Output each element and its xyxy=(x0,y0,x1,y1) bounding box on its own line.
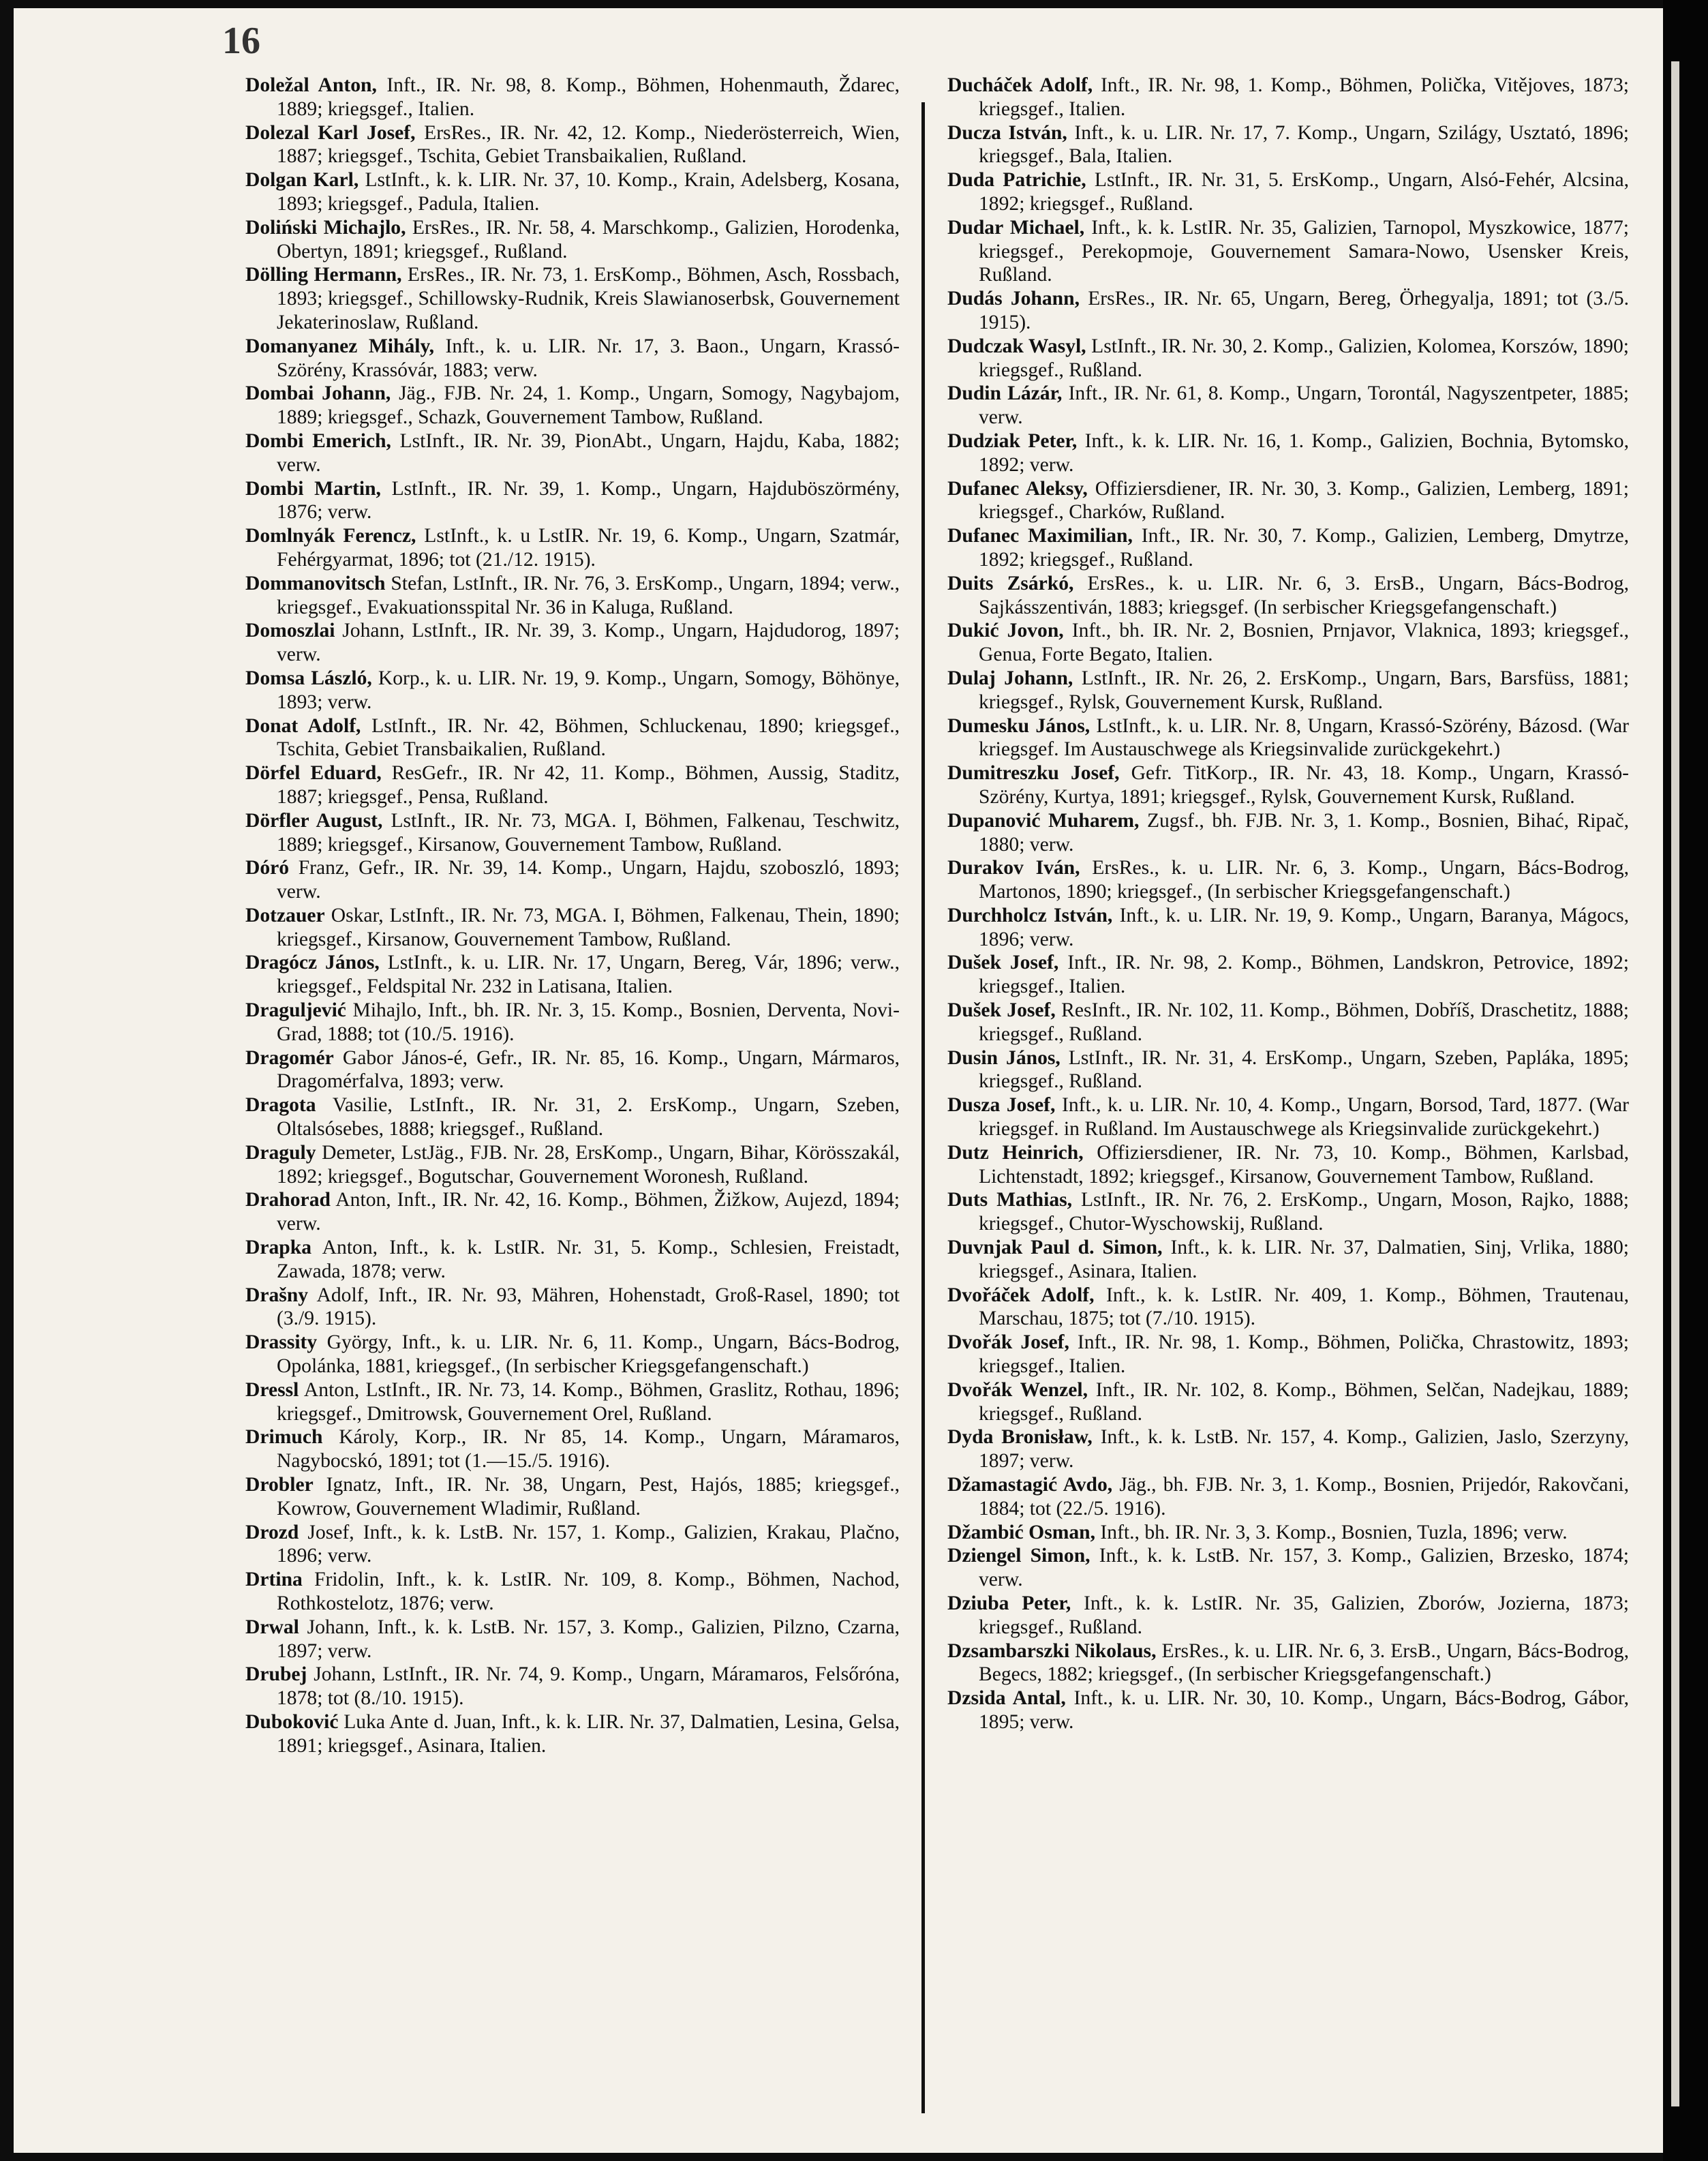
entry-details: Inft., k. u. LIR. Nr. 17, 7. Komp., Ungarn, Szilágy, Usztató, 1896; kriegsgef., Bala, Italien. xyxy=(979,121,1629,168)
entry-details: Anton, Inft., k. k. LstIR. Nr. 31, 5. Komp., Schlesien, Freistadt, Zawada, 1878; verw. xyxy=(277,1237,900,1282)
list-entry xyxy=(947,809,1629,857)
list-entry xyxy=(947,524,1629,572)
list-entry xyxy=(245,429,900,477)
entry-name: Drimuch xyxy=(245,1426,323,1449)
entry-name: Domsa László, xyxy=(245,667,372,689)
entry-details: Inft., k. u. LIR. Nr. 17, 3. Baon., Ungarn, Krassó-Szörény, Krassóvár, 1883; verw. xyxy=(277,335,900,381)
list-entry xyxy=(245,1473,900,1521)
list-entry xyxy=(947,1046,1629,1094)
list-entry xyxy=(947,1284,1629,1331)
entry-details: Gabor János-é, Gefr., IR. Nr. 85, 16. Komp., Ungarn, Mármaros, Dragomérfalva, 1893; verw. xyxy=(277,1046,900,1093)
entry-details: György, Inft., k. u. LIR. Nr. 6, 11. Komp., Ungarn, Bács-Bodrog, Opolánka, 1881, kriegsgef., (In serbischer Kriegsgefangenschaft.) xyxy=(277,1331,900,1378)
entry-details: Inft., bh. IR. Nr. 2, Bosnien, Prnjavor, Vlaknica, 1893; kriegsgef., Genua, Forte Begato, Italien. xyxy=(979,620,1629,666)
entry-details: LstInft., IR. Nr. 73, MGA. I, Böhmen, Falkenau, Teschwitz, 1889; kriegsgef., Kirsanow, Gouvernement Tambow, Rußland. xyxy=(277,809,900,856)
list-entry xyxy=(245,1663,900,1710)
entry-name: Dupanović Muharem, xyxy=(947,809,1140,832)
entry-name: Drobler xyxy=(245,1474,314,1496)
entry-name: Draguljević xyxy=(245,999,346,1022)
entry-name: Dombi Martin, xyxy=(245,477,381,500)
entry-details: Inft., k. k. LstB. Nr. 157, 3. Komp., Galizien, Brzesko, 1874; verw. xyxy=(979,1545,1629,1591)
page-number: 16 xyxy=(222,20,260,62)
entry-name: Domlnyák Ferencz, xyxy=(245,525,416,547)
entry-name: Domoszlai xyxy=(245,620,335,642)
entry-name: Dumesku János, xyxy=(947,714,1091,737)
list-entry xyxy=(245,1093,900,1141)
list-entry xyxy=(245,335,900,382)
entry-details: LstInft., IR. Nr. 76, 2. ErsKomp., Ungarn, Moson, Rajko, 1888; kriegsgef., Chutor-Wyschowskij, Rußland. xyxy=(979,1189,1630,1235)
entry-name: Dragomér xyxy=(245,1046,334,1069)
list-entry xyxy=(947,572,1629,620)
entry-name: Džambić Osman, xyxy=(947,1521,1096,1543)
entry-details: ErsRes., k. u. LIR. Nr. 6, 3. ErsB., Ungarn, Bács-Bodrog, Sajkásszentiván, 1883; kriegsgef. (In serbischer Kriegsgefangenschaft.) xyxy=(979,572,1629,618)
entry-details: Inft., IR. Nr. 98, 1. Komp., Böhmen, Polička, Chrastowitz, 1893; kriegsgef., Italien. xyxy=(979,1331,1629,1378)
list-entry xyxy=(947,121,1629,169)
list-entry xyxy=(947,335,1629,382)
entry-name: Dusza Josef, xyxy=(947,1094,1056,1117)
entry-name: Duts Mathias, xyxy=(947,1189,1073,1211)
list-entry xyxy=(947,1687,1629,1734)
list-entry xyxy=(245,1568,900,1616)
entry-details: Inft., IR. Nr. 102, 8. Komp., Böhmen, Selčan, Nadejkau, 1889; kriegsgef., Rußland. xyxy=(979,1378,1630,1425)
entry-details: Fridolin, Inft., k. k. LstIR. Nr. 109, 8. Komp., Böhmen, Nachod, Rothkostelotz, 1876; verw. xyxy=(277,1569,900,1614)
entry-name: Dutz Heinrich, xyxy=(947,1141,1084,1164)
entry-name: Durakov Iván, xyxy=(947,857,1080,879)
entry-details: Johann, Inft., k. k. LstB. Nr. 157, 3. Komp., Galizien, Pilzno, Czarna, 1897; verw. xyxy=(277,1616,900,1662)
list-entry xyxy=(245,263,900,334)
list-entry xyxy=(947,168,1629,216)
list-entry xyxy=(245,1378,900,1426)
entry-name: Dombi Emerich, xyxy=(245,429,391,452)
list-entry xyxy=(947,904,1629,952)
entry-name: Dudin Lázár, xyxy=(947,382,1063,405)
entry-name: Durchholcz István, xyxy=(947,904,1113,926)
list-entry xyxy=(245,1331,900,1378)
list-entry xyxy=(947,1473,1629,1521)
entry-name: Drubej xyxy=(245,1663,307,1686)
entry-name: Dóró xyxy=(245,857,290,879)
entry-details: ErsRes., IR. Nr. 42, 12. Komp., Niederösterreich, Wien, 1887; kriegsgef., Tschita, Gebiet Transbaikalien, Rußland. xyxy=(277,121,900,168)
list-entry xyxy=(947,714,1629,762)
entry-details: Gefr. TitKorp., IR. Nr. 43, 18. Komp., Ungarn, Krassó-Szörény, Kurtya, 1891; kriegsgef., Rylsk, Gouvernement Kursk, Rußland. xyxy=(979,762,1629,808)
entry-details: ErsRes., IR. Nr. 58, 4. Marschkomp., Galizien, Horodenka, Obertyn, 1891; kriegsgef., Rußland. xyxy=(277,216,900,262)
entry-name: Dulaj Johann, xyxy=(947,667,1073,689)
entry-details: Inft., IR. Nr. 98, 1. Komp., Böhmen, Polička, Vitějoves, 1873; kriegsgef., Italien. xyxy=(979,74,1629,120)
entry-name: Doliński Michajlo, xyxy=(245,216,406,239)
list-entry xyxy=(947,999,1629,1046)
entry-name: Džamastagić Avdo, xyxy=(947,1474,1113,1496)
list-entry xyxy=(245,1236,900,1284)
entry-name: Dušek Josef, xyxy=(947,952,1059,974)
entry-name: Drašny xyxy=(245,1284,309,1306)
entry-name: Dufanec Aleksy, xyxy=(947,477,1088,500)
list-entry xyxy=(947,761,1629,809)
list-entry xyxy=(947,951,1629,999)
list-entry xyxy=(947,1331,1629,1378)
entry-details: LstInft., IR. Nr. 31, 5. ErsKomp., Ungarn, Alsó-Fehér, Alcsina, 1892; kriegsgef., Rußland. xyxy=(979,169,1630,215)
entry-details: Franz, Gefr., IR. Nr. 39, 14. Komp., Ungarn, Hajdu, szoboszló, 1893; verw. xyxy=(277,857,900,903)
list-entry xyxy=(947,1188,1629,1236)
scan-edge-strip xyxy=(1671,61,1679,2106)
entry-details: LstInft., IR. Nr. 26, 2. ErsKomp., Ungarn, Bars, Barsfüss, 1881; kriegsgef., Rylsk, Gouvernement Kursk, Rußland. xyxy=(979,667,1629,713)
list-entry xyxy=(947,1093,1629,1141)
entry-name: Dolgan Karl, xyxy=(245,169,359,192)
list-entry xyxy=(947,287,1629,335)
list-entry xyxy=(245,761,900,809)
entry-details: Inft., IR. Nr. 98, 8. Komp., Böhmen, Hohenmauth, Ždarec, 1889; kriegsgef., Italien. xyxy=(277,74,900,120)
list-entry xyxy=(245,1141,900,1189)
list-entry xyxy=(245,168,900,216)
entry-name: Dragota xyxy=(245,1094,316,1117)
entry-name: Dusin János, xyxy=(947,1046,1061,1069)
entry-name: Duits Zsárkó, xyxy=(947,572,1074,594)
entry-details: Károly, Korp., IR. Nr 85, 14. Komp., Ungarn, Máramaros, Nagybocskó, 1891; tot (1.—15./5. 1916). xyxy=(277,1426,900,1472)
list-entry xyxy=(947,667,1629,714)
list-entry xyxy=(947,1592,1629,1639)
entry-name: Ducháček Adolf, xyxy=(947,74,1093,96)
entry-name: Dommanovitsch xyxy=(245,572,386,594)
list-entry xyxy=(245,1046,900,1094)
entry-details: Jäg., bh. FJB. Nr. 3, 1. Komp., Bosnien, Prijedór, Rakovčani, 1884; tot (22./5. 1916). xyxy=(979,1474,1629,1520)
entry-details: Demeter, LstJäg., FJB. Nr. 28, ErsKomp., Ungarn, Bihar, Körösszakál, 1892; kriegsgef., Bogutschar, Gouvernement Woronesh, Rußland. xyxy=(277,1141,900,1188)
list-entry xyxy=(245,1188,900,1236)
entry-details: Inft., IR. Nr. 30, 7. Komp., Galizien, Lemberg, Dmytrze, 1892; kriegsgef., Rußland. xyxy=(979,525,1629,571)
entry-name: Doležal Anton, xyxy=(245,74,377,96)
list-entry xyxy=(947,477,1629,525)
entry-name: Dudás Johann, xyxy=(947,288,1080,310)
entry-name: Dragócz János, xyxy=(245,952,380,974)
list-entry xyxy=(245,951,900,999)
entry-name: Dörfler August, xyxy=(245,809,383,832)
entry-details: Inft., bh. IR. Nr. 3, 3. Komp., Bosnien, Tuzla, 1896; verw. xyxy=(1095,1521,1568,1543)
entry-details: Zugsf., bh. FJB. Nr. 3, 1. Komp., Bosnien, Bihać, Ripač, 1880; verw. xyxy=(979,809,1629,856)
entry-name: Dyda Bronisław, xyxy=(947,1426,1093,1449)
list-entry xyxy=(245,1616,900,1663)
entry-details: Inft., k. k. LIR. Nr. 16, 1. Komp., Galizien, Bochnia, Bytomsko, 1892; verw. xyxy=(979,429,1629,476)
entry-name: Dvořák Wenzel, xyxy=(947,1378,1088,1401)
entry-details: Vasilie, LstInft., IR. Nr. 31, 2. ErsKomp., Ungarn, Szeben, Oltalsósebes, 1888; kriegsgef., Rußland. xyxy=(277,1094,900,1140)
list-entry xyxy=(245,809,900,857)
entry-details: Mihajlo, Inft., bh. IR. Nr. 3, 15. Komp., Bosnien, Derventa, Novi-Grad, 1888; tot (10./5. 1916). xyxy=(277,999,900,1045)
list-entry xyxy=(245,619,900,667)
entry-details: Ignatz, Inft., IR. Nr. 38, Ungarn, Pest, Hajós, 1885; kriegsgef., Kowrow, Gouvernement Wladimir, Rußland. xyxy=(277,1474,900,1520)
entry-details: Inft., k. u. LIR. Nr. 19, 9. Komp., Ungarn, Baranya, Mágocs, 1896; verw. xyxy=(979,904,1629,950)
entry-name: Dölling Hermann, xyxy=(245,264,402,286)
list-entry xyxy=(245,477,900,525)
entry-details: ResGefr., IR. Nr 42, 11. Komp., Böhmen, Aussig, Staditz, 1887; kriegsgef., Pensa, Rußland. xyxy=(277,762,900,808)
entry-name: Dolezal Karl Josef, xyxy=(245,121,416,144)
entry-details: LstInft., k. u. LIR. Nr. 17, Ungarn, Bereg, Vár, 1896; verw., kriegsgef., Feldspital Nr. 232 in Latisana, Italien. xyxy=(277,952,900,998)
list-entry xyxy=(245,1710,900,1758)
entry-name: Draguly xyxy=(245,1141,316,1164)
entry-name: Duda Patrichie, xyxy=(947,169,1086,192)
entry-name: Donat Adolf, xyxy=(245,714,361,737)
entry-details: ErsRes., k. u. LIR. Nr. 6, 3. ErsB., Ungarn, Bács-Bodrog, Begecs, 1882; kriegsgef., (In serbischer Kriegsgefangenschaft.) xyxy=(979,1639,1629,1686)
entry-details: Inft., IR. Nr. 98, 2. Komp., Böhmen, Landskron, Petrovice, 1892; kriegsgef., Italien. xyxy=(979,952,1629,998)
entry-details: LstInft., IR. Nr. 42, Böhmen, Schluckenau, 1890; kriegsgef., Tschita, Gebiet Transbaikalien, Rußland. xyxy=(277,714,900,761)
entry-name: Dzsambarszki Nikolaus, xyxy=(947,1639,1157,1662)
scan-edge xyxy=(1663,0,1708,2161)
entry-details: Inft., k. k. LstIR. Nr. 35, Galizien, Zborów, Jozierna, 1873; kriegsgef., Rußland. xyxy=(979,1592,1629,1638)
left-column xyxy=(245,74,900,1758)
list-entry xyxy=(245,1425,900,1473)
entry-name: Dziengel Simon, xyxy=(947,1545,1091,1567)
list-entry xyxy=(245,856,900,904)
entry-name: Duboković xyxy=(245,1710,339,1733)
entry-details: Inft., k. k. LstIR. Nr. 409, 1. Komp., Böhmen, Trautenau, Marschau, 1875; tot (7./10. 1915). xyxy=(979,1284,1629,1330)
entry-details: Anton, LstInft., IR. Nr. 73, 14. Komp., Böhmen, Graslitz, Rothau, 1896; kriegsgef., Dmitrowsk, Gouvernement Orel, Rußland. xyxy=(277,1378,900,1425)
list-entry xyxy=(245,216,900,264)
entry-details: Adolf, Inft., IR. Nr. 93, Mähren, Hohenstadt, Groß-Rasel, 1890; tot (3./9. 1915). xyxy=(277,1284,900,1330)
entry-name: Domanyanez Mihály, xyxy=(245,335,435,357)
entry-name: Drtina xyxy=(245,1569,303,1591)
entry-name: Dušek Josef, xyxy=(947,999,1056,1022)
entry-details: Stefan, LstInft., IR. Nr. 76, 3. ErsKomp., Ungarn, 1894; verw., kriegsgef., Evakuationsspital Nr. 36 in Kaluga, Rußland. xyxy=(277,572,900,618)
entry-name: Dufanec Maximilian, xyxy=(947,525,1133,547)
entry-name: Ducza István, xyxy=(947,121,1067,144)
entry-details: LstInft., k. k. LIR. Nr. 37, 10. Komp., Krain, Adelsberg, Kosana, 1893; kriegsgef., Padula, Italien. xyxy=(277,169,900,215)
entry-name: Drapka xyxy=(245,1237,312,1259)
list-entry xyxy=(947,1521,1629,1545)
list-entry xyxy=(947,382,1629,429)
entry-details: Inft., k. u. LIR. Nr. 30, 10. Komp., Ungarn, Bács-Bodrog, Gábor, 1895; verw. xyxy=(979,1687,1629,1733)
entry-name: Dudczak Wasyl, xyxy=(947,335,1086,357)
list-entry xyxy=(245,714,900,762)
list-entry xyxy=(245,1284,900,1331)
entry-details: ErsRes., IR. Nr. 65, Ungarn, Bereg, Örhegyalja, 1891; tot (3./5. 1915). xyxy=(979,288,1630,333)
entry-name: Dombai Johann, xyxy=(245,382,391,405)
entry-details: LstInft., k. u LstIR. Nr. 19, 6. Komp., Ungarn, Szatmár, Fehérgyarmat, 1896; tot (21./12. 1915). xyxy=(277,525,900,571)
list-entry xyxy=(245,382,900,429)
list-entry xyxy=(947,1544,1629,1592)
entry-details: Offiziersdiener, IR. Nr. 30, 3. Komp., Galizien, Lemberg, 1891; kriegsgef., Charków, Rußland. xyxy=(979,477,1629,524)
entry-details: Luka Ante d. Juan, Inft., k. k. LIR. Nr. 37, Dalmatien, Lesina, Gelsa, 1891; kriegsgef., Asinara, Italien. xyxy=(277,1710,900,1757)
list-entry xyxy=(245,667,900,714)
list-entry xyxy=(947,429,1629,477)
entry-details: Korp., k. u. LIR. Nr. 19, 9. Komp., Ungarn, Somogy, Böhönye, 1893; verw. xyxy=(277,667,900,713)
list-entry xyxy=(245,1521,900,1569)
entry-details: Inft., k. u. LIR. Nr. 10, 4. Komp., Ungarn, Borsod, Tard, 1877. (War kriegsgef. in Rußland. Im Austauschwege als Kriegsinvalide zurückgekehrt.) xyxy=(979,1094,1629,1140)
entry-name: Dudziak Peter, xyxy=(947,429,1078,452)
entry-details: Inft., k. k. LstIR. Nr. 35, Galizien, Tarnopol, Myszkowice, 1877; kriegsgef., Perekopmoje, Gouvernement Samara-Nowo, Usensker Kreis, Rußland. xyxy=(979,216,1629,286)
entry-details: Johann, LstInft., IR. Nr. 39, 3. Komp., Ungarn, Hajdudorog, 1897; verw. xyxy=(277,620,900,666)
entry-details: ErsRes., k. u. LIR. Nr. 6, 3. Komp., Ungarn, Bács-Bodrog, Martonos, 1890; kriegsgef., (In serbischer Kriegsgefangenschaft.) xyxy=(979,857,1629,903)
list-entry xyxy=(947,1141,1629,1189)
entry-name: Drozd xyxy=(245,1521,299,1543)
right-column xyxy=(947,74,1629,1734)
list-entry xyxy=(947,1425,1629,1473)
entry-details: ResInft., IR. Nr. 102, 11. Komp., Böhmen, Dobříš, Draschetitz, 1888; kriegsgef., Rußland. xyxy=(979,999,1630,1045)
entry-details: Anton, Inft., IR. Nr. 42, 16. Komp., Böhmen, Žižkow, Aujezd, 1894; verw. xyxy=(277,1189,900,1235)
entry-details: LstInft., k. u. LIR. Nr. 8, Ungarn, Krassó-Szörény, Bázosd. (War kriegsgef. Im Austauschwege als Kriegsinvalide zurückgekehrt.) xyxy=(979,714,1630,761)
entry-name: Drwal xyxy=(245,1616,299,1638)
list-entry xyxy=(947,856,1629,904)
entry-name: Dvořáček Adolf, xyxy=(947,1284,1095,1306)
entry-name: Dvořák Josef, xyxy=(947,1331,1069,1354)
entry-details: Oskar, LstInft., IR. Nr. 73, MGA. I, Böhmen, Falkenau, Thein, 1890; kriegsgef., Kirsanow, Gouvernement Tambow, Rußland. xyxy=(277,904,900,950)
entry-details: Inft., k. k. LIR. Nr. 37, Dalmatien, Sinj, Vrlika, 1880; kriegsgef., Asinara, Italien. xyxy=(979,1237,1629,1282)
entry-details: Johann, LstInft., IR. Nr. 74, 9. Komp., Ungarn, Máramaros, Felsőróna, 1878; tot (8./10. 1915). xyxy=(277,1663,900,1710)
list-entry xyxy=(947,619,1629,667)
list-entry xyxy=(947,74,1629,121)
list-entry xyxy=(947,1378,1629,1426)
list-entry xyxy=(947,1236,1629,1284)
list-entry xyxy=(947,216,1629,287)
entry-name: Drassity xyxy=(245,1331,318,1354)
column-divider xyxy=(921,102,925,2113)
list-entry xyxy=(947,1639,1629,1687)
list-entry xyxy=(245,74,900,121)
entry-details: LstInft., IR. Nr. 39, 1. Komp., Ungarn, Hajduböszörmény, 1876; verw. xyxy=(277,477,900,524)
list-entry xyxy=(245,999,900,1046)
list-entry xyxy=(245,572,900,620)
entry-details: ErsRes., IR. Nr. 73, 1. ErsKomp., Böhmen, Asch, Rossbach, 1893; kriegsgef., Schillowsky-Rudnik, Kreis Slawianoserbsk, Gouvernement Jekaterinoslaw, Rußland. xyxy=(277,264,900,333)
entry-details: Inft., k. k. LstB. Nr. 157, 4. Komp., Galizien, Jaslo, Szerzyny, 1897; verw. xyxy=(979,1426,1630,1472)
entry-name: Dumitreszku Josef, xyxy=(947,762,1120,785)
entry-details: Offiziersdiener, IR. Nr. 73, 10. Komp., Böhmen, Karlsbad, Lichtenstadt, 1892; kriegsgef., Kirsanow, Gouvernement Tambow, Rußland. xyxy=(979,1141,1629,1188)
list-entry xyxy=(245,524,900,572)
entry-details: LstInft., IR. Nr. 31, 4. ErsKomp., Ungarn, Szeben, Papláka, 1895; kriegsgef., Rußland. xyxy=(979,1046,1629,1093)
entry-name: Dotzauer xyxy=(245,904,325,926)
entry-details: Jäg., FJB. Nr. 24, 1. Komp., Ungarn, Somogy, Nagybajom, 1889; kriegsgef., Schazk, Gouvernement Tambow, Rußland. xyxy=(277,382,900,429)
list-entry xyxy=(245,121,900,169)
entry-name: Dressl xyxy=(245,1378,299,1401)
entry-name: Dudar Michael, xyxy=(947,216,1085,239)
entry-name: Dzsida Antal, xyxy=(947,1687,1066,1710)
entry-name: Duvnjak Paul d. Simon, xyxy=(947,1237,1163,1259)
entry-details: Josef, Inft., k. k. LstB. Nr. 157, 1. Komp., Galizien, Krakau, Plačno, 1896; verw. xyxy=(277,1521,900,1567)
entry-name: Dörfel Eduard, xyxy=(245,762,382,785)
entry-details: LstInft., IR. Nr. 30, 2. Komp., Galizien, Kolomea, Korszów, 1890; kriegsgef., Rußland. xyxy=(979,335,1629,381)
entry-name: Drahorad xyxy=(245,1189,331,1211)
entry-details: Inft., IR. Nr. 61, 8. Komp., Ungarn, Torontál, Nagyszentpeter, 1885; verw. xyxy=(979,382,1629,429)
entry-name: Dziuba Peter, xyxy=(947,1592,1071,1614)
entry-details: LstInft., IR. Nr. 39, PionAbt., Ungarn, Hajdu, Kaba, 1882; verw. xyxy=(277,429,900,476)
list-entry xyxy=(245,904,900,952)
entry-name: Dukić Jovon, xyxy=(947,620,1064,642)
